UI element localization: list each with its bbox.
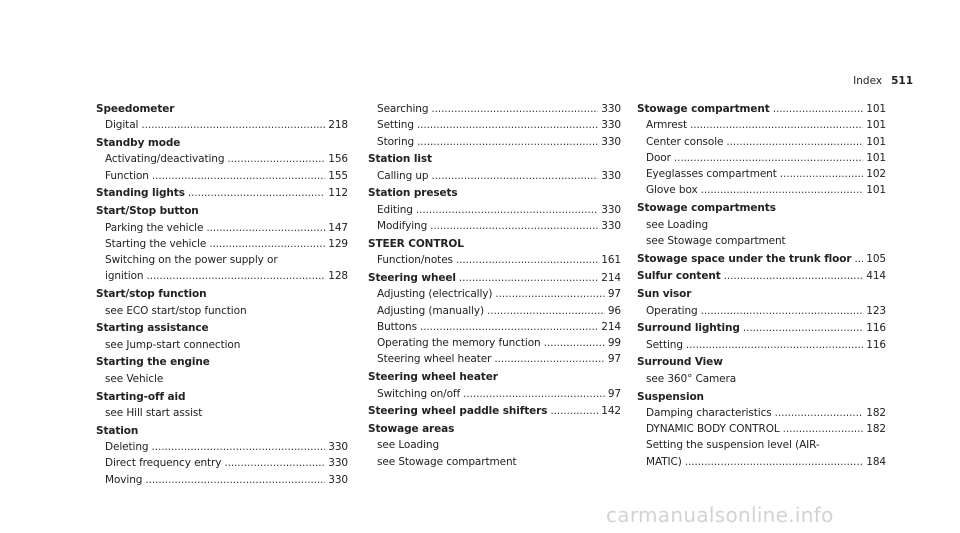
- entry-heading: Station presets: [368, 187, 458, 200]
- sub-entry: Digital ..... 218: [96, 117, 348, 133]
- page-number: 511: [891, 75, 913, 87]
- page-ref: 101: [866, 103, 886, 115]
- index-entry: [368, 236, 621, 269]
- sub-entry-text: Setting the suspension level (AIR-: [646, 439, 820, 452]
- see-reference: see Stowage compartment: [377, 455, 517, 468]
- index-entry: [637, 251, 886, 267]
- page-ref: 330: [328, 457, 348, 470]
- page-ref: 155: [328, 169, 348, 182]
- page-ref: 330: [601, 220, 621, 233]
- page-ref: 101: [866, 135, 886, 148]
- page-ref: 330: [601, 135, 621, 148]
- index-entry: [368, 403, 621, 419]
- entry-heading: Starting assistance: [96, 322, 209, 335]
- page-header: [853, 75, 913, 87]
- sub-entry: Armrest ..... 101: [637, 117, 886, 133]
- sub-entry: DYNAMIC BODY CONTROL ..... 182: [637, 421, 886, 437]
- sub-entry: Setting ..... 330: [368, 117, 621, 133]
- entry-heading: STEER CONTROL: [368, 237, 464, 250]
- sub-entry: Editing ..... 330: [368, 202, 621, 218]
- index-entry: [96, 389, 348, 422]
- page-ref: 414: [866, 270, 886, 283]
- sub-entry: Starting the vehicle ..... 129: [96, 236, 348, 252]
- sub-entry: Direct frequency entry ..... 330: [96, 455, 348, 471]
- page-ref: 184: [866, 455, 886, 468]
- entry-heading: Stowage compartment: [637, 103, 770, 115]
- sub-entry: Adjusting (electrically) ..... 97: [368, 286, 621, 302]
- index-entry: [637, 101, 886, 199]
- index-entry: [368, 270, 621, 368]
- sub-entry: Calling up ..... 330: [368, 168, 621, 184]
- page-ref: 182: [866, 423, 886, 436]
- entry-heading: Stowage areas: [368, 423, 455, 436]
- page-ref: 97: [607, 353, 621, 366]
- index-entry: [637, 286, 886, 319]
- index-entry: [96, 185, 348, 201]
- entry-heading: Standing lights: [96, 187, 185, 200]
- entry-heading: Sulfur content: [637, 270, 721, 283]
- sub-entry: Steering wheel heater ..... 97: [368, 351, 621, 367]
- page-ref: 161: [601, 254, 621, 267]
- sub-entry: Operating ..... 123: [637, 303, 886, 319]
- index-entry: [96, 354, 348, 387]
- see-reference: see 360° Camera: [646, 372, 737, 385]
- index-column-3: [637, 101, 886, 470]
- header-title: Index: [853, 75, 883, 87]
- entry-heading: Steering wheel heater: [368, 371, 498, 384]
- page-ref: 330: [601, 103, 621, 115]
- entry-heading: Surround View: [637, 356, 723, 369]
- see-reference: see Loading: [646, 218, 709, 231]
- entry-heading: Steering wheel paddle shifters: [368, 405, 548, 418]
- see-reference: see Hill start assist: [105, 406, 203, 419]
- entry-heading: Suspension: [637, 390, 704, 403]
- index-entry-continued: [368, 101, 621, 150]
- page-ref: 116: [866, 338, 886, 351]
- entry-heading: Sun visor: [637, 288, 692, 301]
- page-ref: 96: [607, 304, 621, 317]
- sub-entry: Eyeglasses compartment ..... 102: [637, 166, 886, 182]
- page-ref: 330: [328, 440, 348, 453]
- sub-entry: Function/notes ..... 161: [368, 252, 621, 268]
- page-ref: 97: [607, 288, 621, 301]
- entry-heading: Start/stop function: [96, 288, 207, 301]
- page-ref: 330: [601, 119, 621, 132]
- entry-heading: Stowage compartments: [637, 202, 776, 215]
- index-entry: [637, 268, 886, 284]
- sub-entry: Setting ..... 116: [637, 337, 886, 353]
- sub-entry: Door ..... 101: [637, 150, 886, 166]
- page-ref: 147: [328, 221, 348, 234]
- index-entry: [637, 354, 886, 387]
- index-entry: [637, 320, 886, 353]
- page-ref: 97: [607, 387, 621, 400]
- page-ref: 105: [866, 252, 886, 265]
- sub-entry: Activating/deactivating ..... 156: [96, 151, 348, 167]
- index-entry: [637, 389, 886, 470]
- entry-heading: Starting the engine: [96, 356, 210, 369]
- sub-entry: Switching on/off ..... 97: [368, 386, 621, 402]
- entry-heading: Speedometer: [96, 103, 175, 115]
- page-ref: 214: [601, 320, 621, 333]
- see-reference: see Loading: [377, 439, 440, 452]
- index-entry: [96, 286, 348, 319]
- see-reference: see Vehicle: [105, 372, 164, 385]
- sub-entry: ignition ..... 128: [96, 268, 348, 284]
- index-entry: [368, 185, 621, 234]
- sub-entry: Damping characteristics ..... 182: [637, 405, 886, 421]
- index-column-2: [368, 101, 621, 470]
- sub-entry: MATIC) ..... 184: [637, 454, 886, 470]
- entry-heading: Surround lighting: [637, 322, 740, 335]
- sub-entry: Searching ..... 330: [368, 101, 621, 117]
- watermark-text: carmanualsonline.info: [606, 503, 834, 527]
- page-ref: 99: [607, 337, 621, 350]
- page-ref: 330: [328, 473, 348, 486]
- sub-entry: Operating the memory function ..... 99: [368, 335, 621, 351]
- page-ref: 142: [601, 405, 621, 418]
- page-ref: 128: [328, 270, 348, 283]
- index-entry: [96, 203, 348, 284]
- see-reference: see ECO start/stop function: [105, 304, 247, 317]
- page-ref: 112: [328, 187, 348, 200]
- see-reference: see Stowage compartment: [646, 234, 786, 247]
- entry-heading: Station: [96, 424, 139, 437]
- page-ref: 123: [866, 304, 886, 317]
- index-entry: [368, 421, 621, 470]
- entry-heading: Steering wheel: [368, 271, 456, 284]
- sub-entry: Parking the vehicle ..... 147: [96, 220, 348, 236]
- index-column-1: [96, 101, 348, 488]
- page-ref: 101: [866, 119, 886, 132]
- page-ref: 156: [328, 153, 348, 166]
- sub-entry: Function ..... 155: [96, 168, 348, 184]
- sub-entry-text: Switching on the power supply or: [105, 254, 278, 267]
- entry-heading: Stowage space under the trunk floor: [637, 252, 852, 265]
- page-ref: 101: [866, 184, 886, 197]
- see-reference: see Jump-start connection: [105, 338, 241, 351]
- page-ref: 182: [866, 406, 886, 419]
- entry-heading: Starting-off aid: [96, 390, 186, 403]
- sub-entry: Moving ..... 330: [96, 472, 348, 488]
- index-entry: [637, 200, 886, 249]
- index-entry: [368, 151, 621, 184]
- entry-heading: Station list: [368, 153, 432, 166]
- index-entry: [96, 423, 348, 488]
- sub-entry: Glove box ..... 101: [637, 182, 886, 198]
- page-ref: 330: [601, 169, 621, 182]
- index-entry: [96, 135, 348, 184]
- sub-entry: Modifying ..... 330: [368, 218, 621, 234]
- page-ref: 218: [328, 119, 348, 132]
- page-ref: 102: [866, 168, 886, 181]
- entry-heading: Standby mode: [96, 137, 181, 150]
- page-ref: 101: [866, 151, 886, 164]
- index-entry: [96, 101, 348, 134]
- page-ref: 214: [601, 271, 621, 284]
- sub-entry: Center console ..... 101: [637, 134, 886, 150]
- page-ref: 116: [866, 322, 886, 335]
- sub-entry: Deleting ..... 330: [96, 439, 348, 455]
- entry-heading: Start/Stop button: [96, 205, 199, 218]
- sub-entry: Storing ..... 330: [368, 134, 621, 150]
- sub-entry: Buttons ..... 214: [368, 319, 621, 335]
- page-ref: 129: [328, 237, 348, 250]
- index-entry: [368, 369, 621, 402]
- page-ref: 330: [601, 203, 621, 216]
- index-entry: [96, 320, 348, 353]
- sub-entry: Adjusting (manually) ..... 96: [368, 303, 621, 319]
